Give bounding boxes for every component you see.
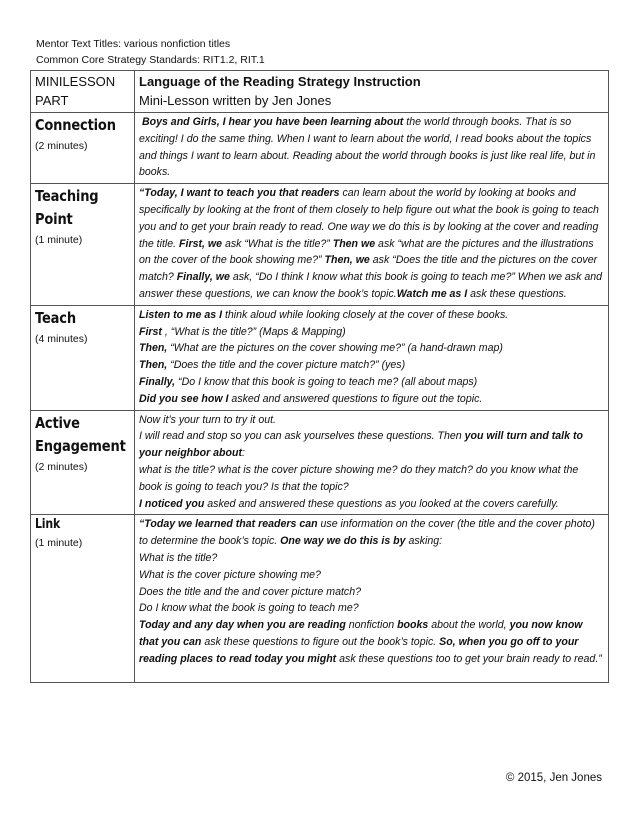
- script-cell-teaching-point: [135, 184, 609, 306]
- script-cell-active-engagement: [135, 410, 609, 515]
- script-text: Does the title and the and cover picture match?: [139, 585, 362, 598]
- script-text: ask these questions.: [467, 287, 567, 300]
- minilesson-part-header: [31, 71, 135, 113]
- script-bold: Then,: [139, 359, 168, 372]
- script-text: ask these questions to figure out the book’s topic.: [201, 635, 440, 648]
- script-bold: Watch me as I: [396, 287, 468, 300]
- script-text: the world through books. That is so exciting! I do the same thing. When I want to learn about the world, I read books about the topics and things I want to learn about. Reading about the world through books is just like real life, but in books.: [139, 116, 596, 179]
- script-bold: “Today we learned that readers can: [139, 518, 318, 531]
- script-bold: “Today, I want to teach you that readers: [139, 187, 340, 200]
- part-title-line2: Point: [35, 210, 73, 229]
- script-text: use information on the cover (the title and the cover photo) to determine the book’s topic.: [139, 518, 595, 548]
- script-text: ask “What is the title?”: [222, 237, 333, 250]
- part-cell-teaching-point: [31, 184, 135, 306]
- script-text: asked and answered these questions as you looked at the covers carefully.: [204, 497, 559, 510]
- script-text: about the world,: [428, 619, 510, 632]
- part-title: Link: [35, 517, 61, 533]
- script-bold: Finally,: [139, 375, 176, 388]
- script-text: asked and answered questions to figure out the topic.: [228, 392, 483, 405]
- head-left-line2: PART: [35, 93, 69, 108]
- table-row-link: [31, 515, 609, 682]
- lesson-table: [30, 70, 609, 683]
- script-text: ask, “Do I think I know what this book is going to teach me?” When we ask and answer these questions, we can know the book’s topic.: [139, 271, 603, 300]
- part-title: Teach: [35, 308, 76, 327]
- standards-line: Common Core Strategy Standards: RIT1.2, RIT.1: [36, 54, 265, 66]
- script-text: “Does the title and the cover picture match?” (yes): [167, 359, 406, 372]
- script-text: :: [242, 447, 245, 460]
- part-title-line1: Active: [35, 413, 80, 432]
- language-header: [135, 71, 609, 113]
- script-text: What is the title?: [139, 551, 218, 564]
- script-bold: First: [139, 325, 162, 338]
- part-duration: (1 minute): [35, 537, 83, 550]
- script-bold: One way we do this is by: [280, 535, 406, 548]
- part-cell-link: [31, 515, 135, 682]
- table-row-active-engagement: [31, 410, 609, 515]
- script-text: ask “what are the pictures and the illustrations on the cover of the book showing me?”: [139, 237, 594, 267]
- document-header: [36, 36, 265, 68]
- part-duration: (1 minute): [35, 234, 83, 247]
- script-text: “What are the pictures on the cover showing me?” (a hand-drawn map): [167, 342, 503, 355]
- part-duration: (2 minutes): [35, 140, 88, 152]
- part-duration: (2 minutes): [35, 460, 88, 473]
- script-text: Do I know what the book is going to teach me?: [139, 602, 359, 615]
- script-bold: you now know that you can: [139, 619, 583, 648]
- script-cell-connection: [135, 113, 609, 184]
- mentor-text-line: Mentor Text Titles: various nonfiction titles: [36, 38, 231, 50]
- part-title-line1: Teaching: [35, 187, 99, 206]
- part-cell-connection: [31, 113, 135, 184]
- script-bold: First, we: [179, 237, 223, 250]
- script-bold: Then,: [139, 342, 168, 355]
- script-text: What is the cover picture showing me?: [139, 568, 321, 581]
- head-right-title: Language of the Reading Strategy Instruction: [139, 74, 421, 89]
- script-text: ask these questions too to get your brain ready to read.”: [336, 652, 602, 665]
- script-bold: you will turn and talk to your neighbor about: [139, 430, 583, 460]
- script-text: what is the title? what is the cover picture showing me? do they match? do you know what the book is going to teach you? Is that the topic?: [139, 463, 579, 493]
- table-row-connection: [31, 113, 609, 184]
- script-text: can learn about the world by looking at books and specifically by looking at the front of them closely to help figure out what the book is going to teach you and to get your brain ready to read. One way we do this is by looking at the cover and reading the title.: [139, 187, 599, 250]
- script-text: ask “Does the title and the pictures on the cover match?: [139, 254, 598, 284]
- script-text: asking:: [405, 535, 443, 548]
- copyright-notice: © 2015, Jen Jones: [505, 772, 602, 784]
- script-bold: books: [397, 619, 429, 632]
- script-cell-teach: [135, 305, 609, 410]
- script-text: , “What is the title?” (Maps & Mapping): [161, 325, 346, 338]
- script-bold: So, when you go off to your reading places to read today you might: [139, 635, 579, 665]
- script-bold: I noticed you: [139, 497, 205, 510]
- script-bold: Today and any day when you are reading: [139, 619, 346, 632]
- part-duration: (4 minutes): [35, 332, 88, 345]
- script-bold: Listen to me as I: [139, 308, 223, 321]
- script-bold: Then we: [332, 237, 376, 250]
- table-row-teaching-point: [31, 184, 609, 306]
- part-title-line2: Engagement: [35, 436, 126, 455]
- script-text: I will read and stop so you can ask yourselves these questions. Then: [139, 430, 465, 443]
- script-bold: Boys and Girls, I hear you have been learning about: [141, 116, 404, 128]
- table-header-row: [31, 71, 609, 113]
- part-cell-active-engagement: [31, 410, 135, 515]
- head-left-line1: MINILESSON: [35, 74, 116, 89]
- script-cell-link: [135, 515, 609, 682]
- script-bold: Finally, we: [176, 271, 230, 284]
- part-cell-teach: [31, 305, 135, 410]
- script-text: Now it’s your turn to try it out.: [139, 413, 276, 426]
- script-bold: Did you see how I: [139, 392, 229, 405]
- script-text: “Do I know that this book is going to teach me? (all about maps): [175, 375, 478, 388]
- part-title: Connection: [35, 116, 116, 134]
- script-text: think aloud while looking closely at the cover of these books.: [222, 308, 509, 321]
- head-right-author: Mini-Lesson written by Jen Jones: [139, 93, 332, 108]
- table-row-teach: [31, 305, 609, 410]
- script-text: nonfiction: [345, 619, 398, 632]
- script-bold: Then, we: [324, 254, 370, 267]
